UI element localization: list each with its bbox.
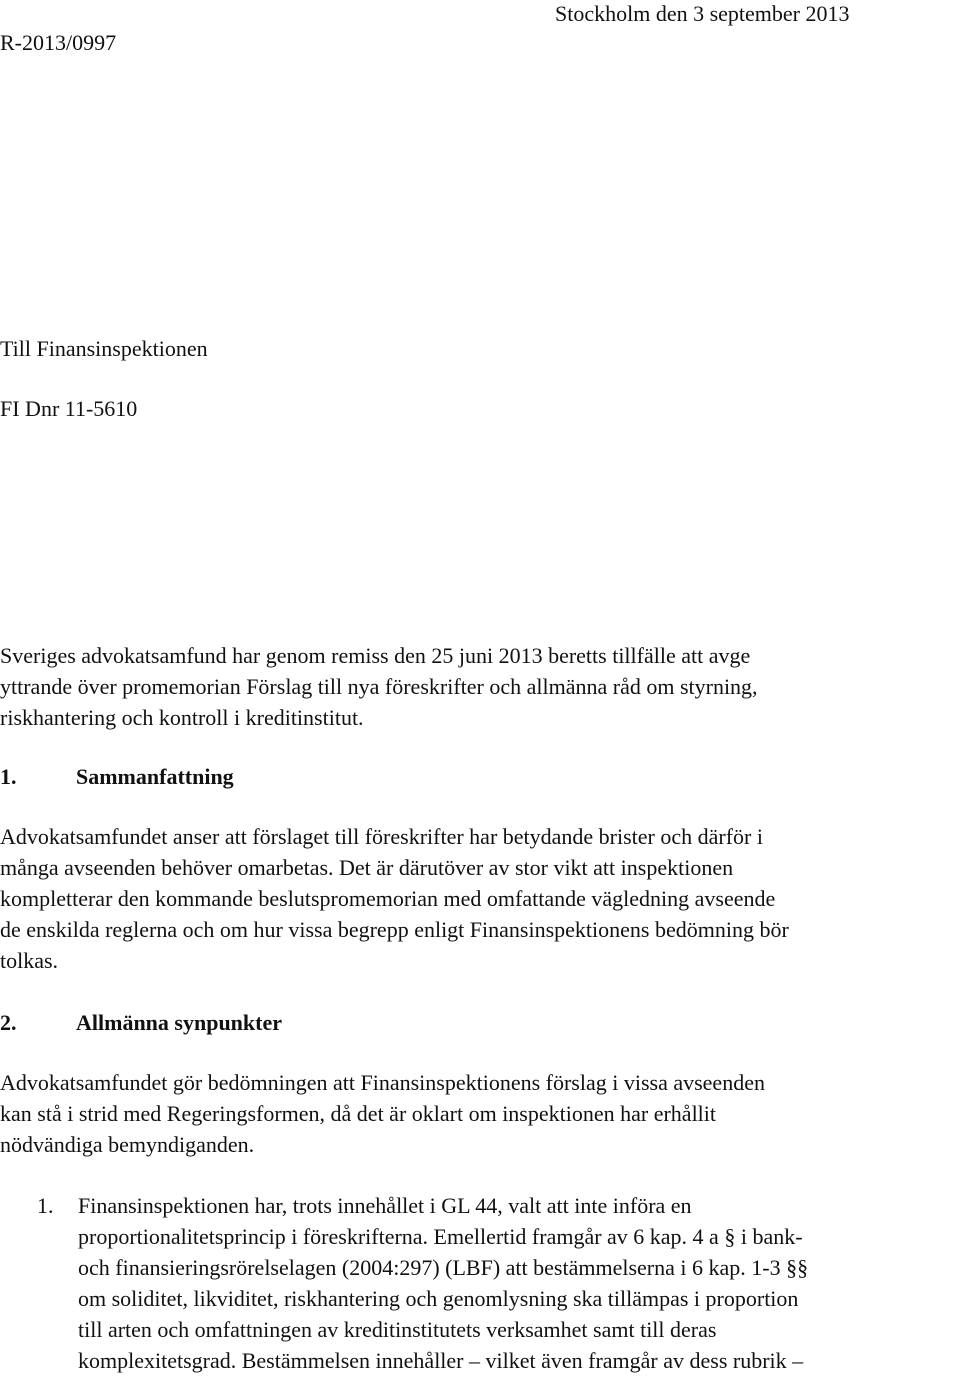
text-line: och finansieringsrörelselagen (2004:297) (LBF) att bestämmelserna i 6 kap. 1-3 §§ xyxy=(78,1255,809,1280)
section-heading-2 xyxy=(0,1008,282,1038)
fi-dnr: FI Dnr 11-5610 xyxy=(0,396,138,421)
text-line: många avseenden behöver omarbetas. Det är därutöver av stor vikt att inspektionen xyxy=(0,855,734,880)
text-line: yttrande över promemorian Förslag till nya föreskrifter och allmänna råd om styrning, xyxy=(0,674,758,699)
section-title: Sammanfattning xyxy=(76,764,234,789)
text-line: tolkas. xyxy=(0,948,59,973)
text-line: Advokatsamfundet anser att förslaget till föreskrifter har betydande brister och därför i xyxy=(0,824,763,849)
section-number: 1. xyxy=(0,764,17,789)
text-line: till arten och omfattningen av kreditinstitutets verksamhet samt till deras xyxy=(78,1317,717,1342)
section-heading-1 xyxy=(0,762,234,792)
reference-number: R-2013/0997 xyxy=(0,30,117,55)
text-line: om soliditet, likviditet, riskhantering och genomlysning ska tillämpas i proportion xyxy=(78,1286,799,1311)
section-title: Allmänna synpunkter xyxy=(76,1010,283,1035)
text-line: proportionalitetsprincip i föreskrifterna. Emellertid framgår av 6 kap. 4 a § i bank- xyxy=(78,1224,803,1249)
text-line: de enskilda reglerna och om hur vissa begrepp enligt Finansinspektionens bedömning bör xyxy=(0,917,789,942)
letter-date: Stockholm den 3 september 2013 xyxy=(555,1,850,26)
text-line: Finansinspektionen har, trots innehållet i GL 44, valt att inte införa en xyxy=(78,1193,692,1218)
item-number: 1. xyxy=(37,1193,54,1218)
recipient: Till Finansinspektionen xyxy=(0,336,208,361)
text-line: kompletterar den kommande beslutspromemorian med omfattande vägledning avseende xyxy=(0,886,776,911)
text-line: komplexitetsgrad. Bestämmelsen innehåller – vilket även framgår av dess rubrik – xyxy=(78,1348,804,1373)
text-line: kan stå i strid med Regeringsformen, då det är oklart om inspektionen har erhållit xyxy=(0,1101,717,1126)
text-line: Sveriges advokatsamfund har genom remiss den 25 juni 2013 beretts tillfälle att avge xyxy=(0,643,751,668)
text-line: Advokatsamfundet gör bedömningen att Finansinspektionens förslag i vissa avseenden xyxy=(0,1070,765,1095)
text-line: nödvändiga bemyndiganden. xyxy=(0,1132,255,1157)
text-line: riskhantering och kontroll i kreditinstitut. xyxy=(0,705,364,730)
section-number: 2. xyxy=(0,1010,17,1035)
